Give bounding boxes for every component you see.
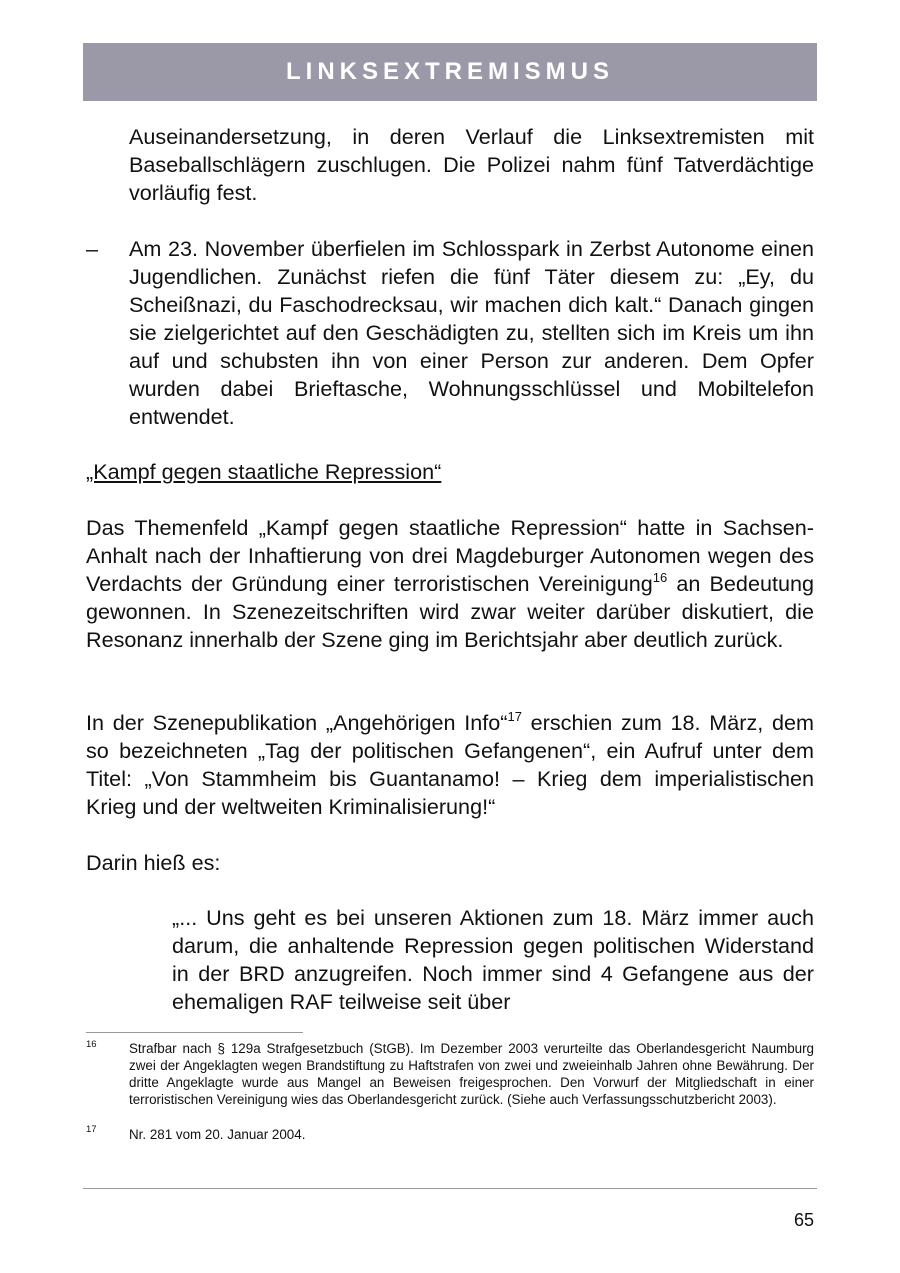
paragraph-angehoerigen-info (86, 709, 814, 821)
paragraph-repression (86, 514, 814, 654)
footnote-number-17: 17 (86, 1124, 97, 1135)
paragraph-repression-text-b: an Bedeutung gewonnen. In Szenezeitschriften wird zwar weiter darüber diskutiert, die Resonanz innerhalb der Szene ging im Berichtsjahr aber deutlich zurück. (86, 571, 814, 652)
page-number: 65 (793, 1210, 814, 1230)
footer-rule (83, 1188, 817, 1189)
paragraph-continuation: Auseinandersetzung, in deren Verlauf die Linksextremisten mit Baseballschlägern zuschlugen. Die Polizei nahm fünf Tatverdächtige vorläufig fest. (129, 124, 814, 205)
paragraph-repression-text-a: Das Themenfeld „Kampf gegen staatliche Repression“ hatte in Sachsen-Anhalt nach der Inhaftierung von drei Magdeburger Autonomen wegen des Verdachts der Gründung einer terroristischen Vereinigung (86, 515, 814, 596)
header-title: LINKSEXTREMISMUS (285, 58, 614, 85)
footnote-ref-16[interactable]: 16 (652, 570, 668, 585)
block-quote: „... Uns geht es bei unseren Aktionen zum 18. März immer auch darum, die anhaltende Repression gegen politischen Widerstand in der BRD anzugreifen. Noch immer sind 4 Gefangene aus der ehemaligen RAF teilweise seit über (172, 905, 814, 1014)
list-dash: – (86, 236, 99, 261)
paragraph-zerbst-attack: Am 23. November überfielen im Schlosspark in Zerbst Autonome einen Jugendlichen. Zunächst riefen die fünf Täter diesem zu: „Ey, du Scheißnazi, du Faschodrecksau, wir machen dich kalt.“ Danach gingen sie zielgerichtet auf den Geschädigten zu, stellten sich im Kreis um ihn auf und schubsten ihn von einer Person zur anderen. Dem Opfer wurden dabei Brieftasche, Wohnungsschlüssel und Mobiltelefon entwendet. (129, 236, 814, 429)
footnote-text-17: Nr. 281 vom 20. Januar 2004. (129, 1127, 306, 1142)
paragraph-info-text-b: erschien zum 18. März, dem so bezeichneten „Tag der politischen Gefangenen“, ein Aufruf unter dem Titel: „Von Stammheim bis Guantanamo! – Krieg dem imperialistischen Krieg und der weltweiten Kriminalisierung!“ (86, 710, 814, 819)
page-header (83, 43, 817, 101)
paragraph-info-text-a: In der Szenepublikation „Angehörigen Info“ (86, 710, 508, 735)
footnote-ref-17[interactable]: 17 (507, 709, 522, 724)
footnote-text-16: Strafbar nach § 129a Strafgesetzbuch (StGB). Im Dezember 2003 verurteilte das Oberlandesgericht Naumburg zwei der Angeklagten wegen Brandstiftung zu Haftstrafen von zwei und zweieinhalb Jahren ohne Bewährung. Der dritte Angeklagte wurde aus Mangel an Beweisen freigesprochen. Den Vorwurf der Mitgliedschaft in einer terroristischen Vereinigung wies das Oberlandesgericht zurück. (Siehe auch Verfassungsschutzbericht 2003). (129, 1041, 814, 1107)
paragraph-darin: Darin hieß es: (86, 850, 221, 875)
section-heading: „Kampf gegen staatliche Repression“ (86, 459, 442, 484)
footnote-number-16: 16 (86, 1039, 97, 1050)
footnote-separator (86, 1032, 303, 1033)
